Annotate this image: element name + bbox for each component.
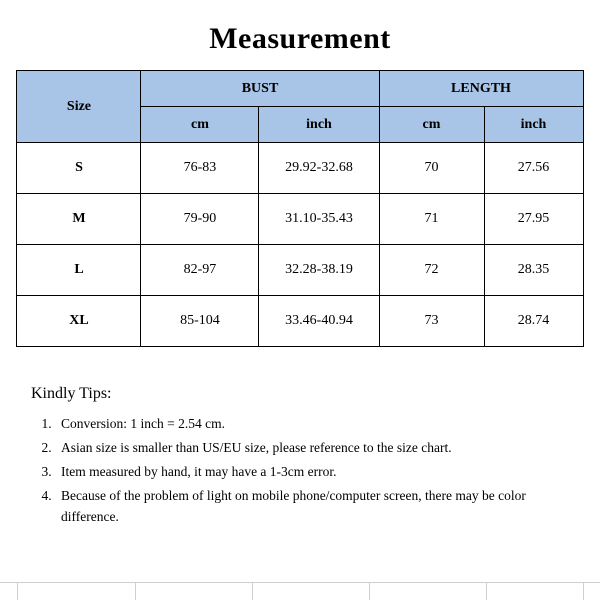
cell-length-cm: 70 — [379, 143, 484, 194]
cell-length-cm: 72 — [379, 245, 484, 296]
cell-length-inch: 27.56 — [484, 143, 583, 194]
column-header-bust: BUST — [141, 71, 379, 107]
table-row — [17, 143, 583, 194]
tick-mark — [369, 583, 370, 600]
cell-bust-inch: 29.92-32.68 — [259, 143, 379, 194]
tips-item: 3. Item measured by hand, it may have a 1-3cm error. — [55, 461, 583, 483]
bottom-tick-marks — [0, 583, 600, 600]
cell-length-inch: 28.74 — [484, 296, 583, 347]
cell-size: L — [17, 245, 141, 296]
column-header-length-inch: inch — [484, 107, 583, 143]
cell-bust-inch: 31.10-35.43 — [259, 194, 379, 245]
tips-list — [31, 413, 583, 528]
table-row — [17, 194, 583, 245]
tick-mark — [17, 583, 18, 600]
table-header — [17, 71, 583, 143]
column-header-length: LENGTH — [379, 71, 583, 107]
column-header-bust-cm: cm — [141, 107, 259, 143]
tips-item: 4. Because of the problem of light on mobile phone/computer screen, there may be color difference. — [55, 485, 583, 529]
cell-size: S — [17, 143, 141, 194]
tick-mark — [252, 583, 253, 600]
cell-bust-cm: 85-104 — [141, 296, 259, 347]
cell-bust-cm: 82-97 — [141, 245, 259, 296]
table-row — [17, 245, 583, 296]
column-header-length-cm: cm — [379, 107, 484, 143]
page-title: Measurement — [209, 22, 391, 55]
tick-mark — [583, 583, 584, 600]
cell-bust-inch: 32.28-38.19 — [259, 245, 379, 296]
cell-bust-inch: 33.46-40.94 — [259, 296, 379, 347]
kindly-tips-section — [17, 385, 583, 528]
cell-length-cm: 73 — [379, 296, 484, 347]
measurement-table — [16, 70, 583, 347]
table-header-row-groups — [17, 71, 583, 107]
tips-heading: Kindly Tips: — [31, 385, 112, 402]
cell-bust-cm: 76-83 — [141, 143, 259, 194]
cell-length-cm: 71 — [379, 194, 484, 245]
table-row — [17, 296, 583, 347]
tick-mark — [135, 583, 136, 600]
cell-size: M — [17, 194, 141, 245]
cell-length-inch: 28.35 — [484, 245, 583, 296]
tick-mark — [486, 583, 487, 600]
cell-bust-cm: 79-90 — [141, 194, 259, 245]
tips-item: 2. Asian size is smaller than US/EU size, please reference to the size chart. — [55, 437, 583, 459]
cell-size: XL — [17, 296, 141, 347]
column-header-size: Size — [17, 71, 141, 143]
column-header-bust-inch: inch — [259, 107, 379, 143]
table-body — [17, 143, 583, 347]
cell-length-inch: 27.95 — [484, 194, 583, 245]
tips-item: 1. Conversion: 1 inch = 2.54 cm. — [55, 413, 583, 435]
